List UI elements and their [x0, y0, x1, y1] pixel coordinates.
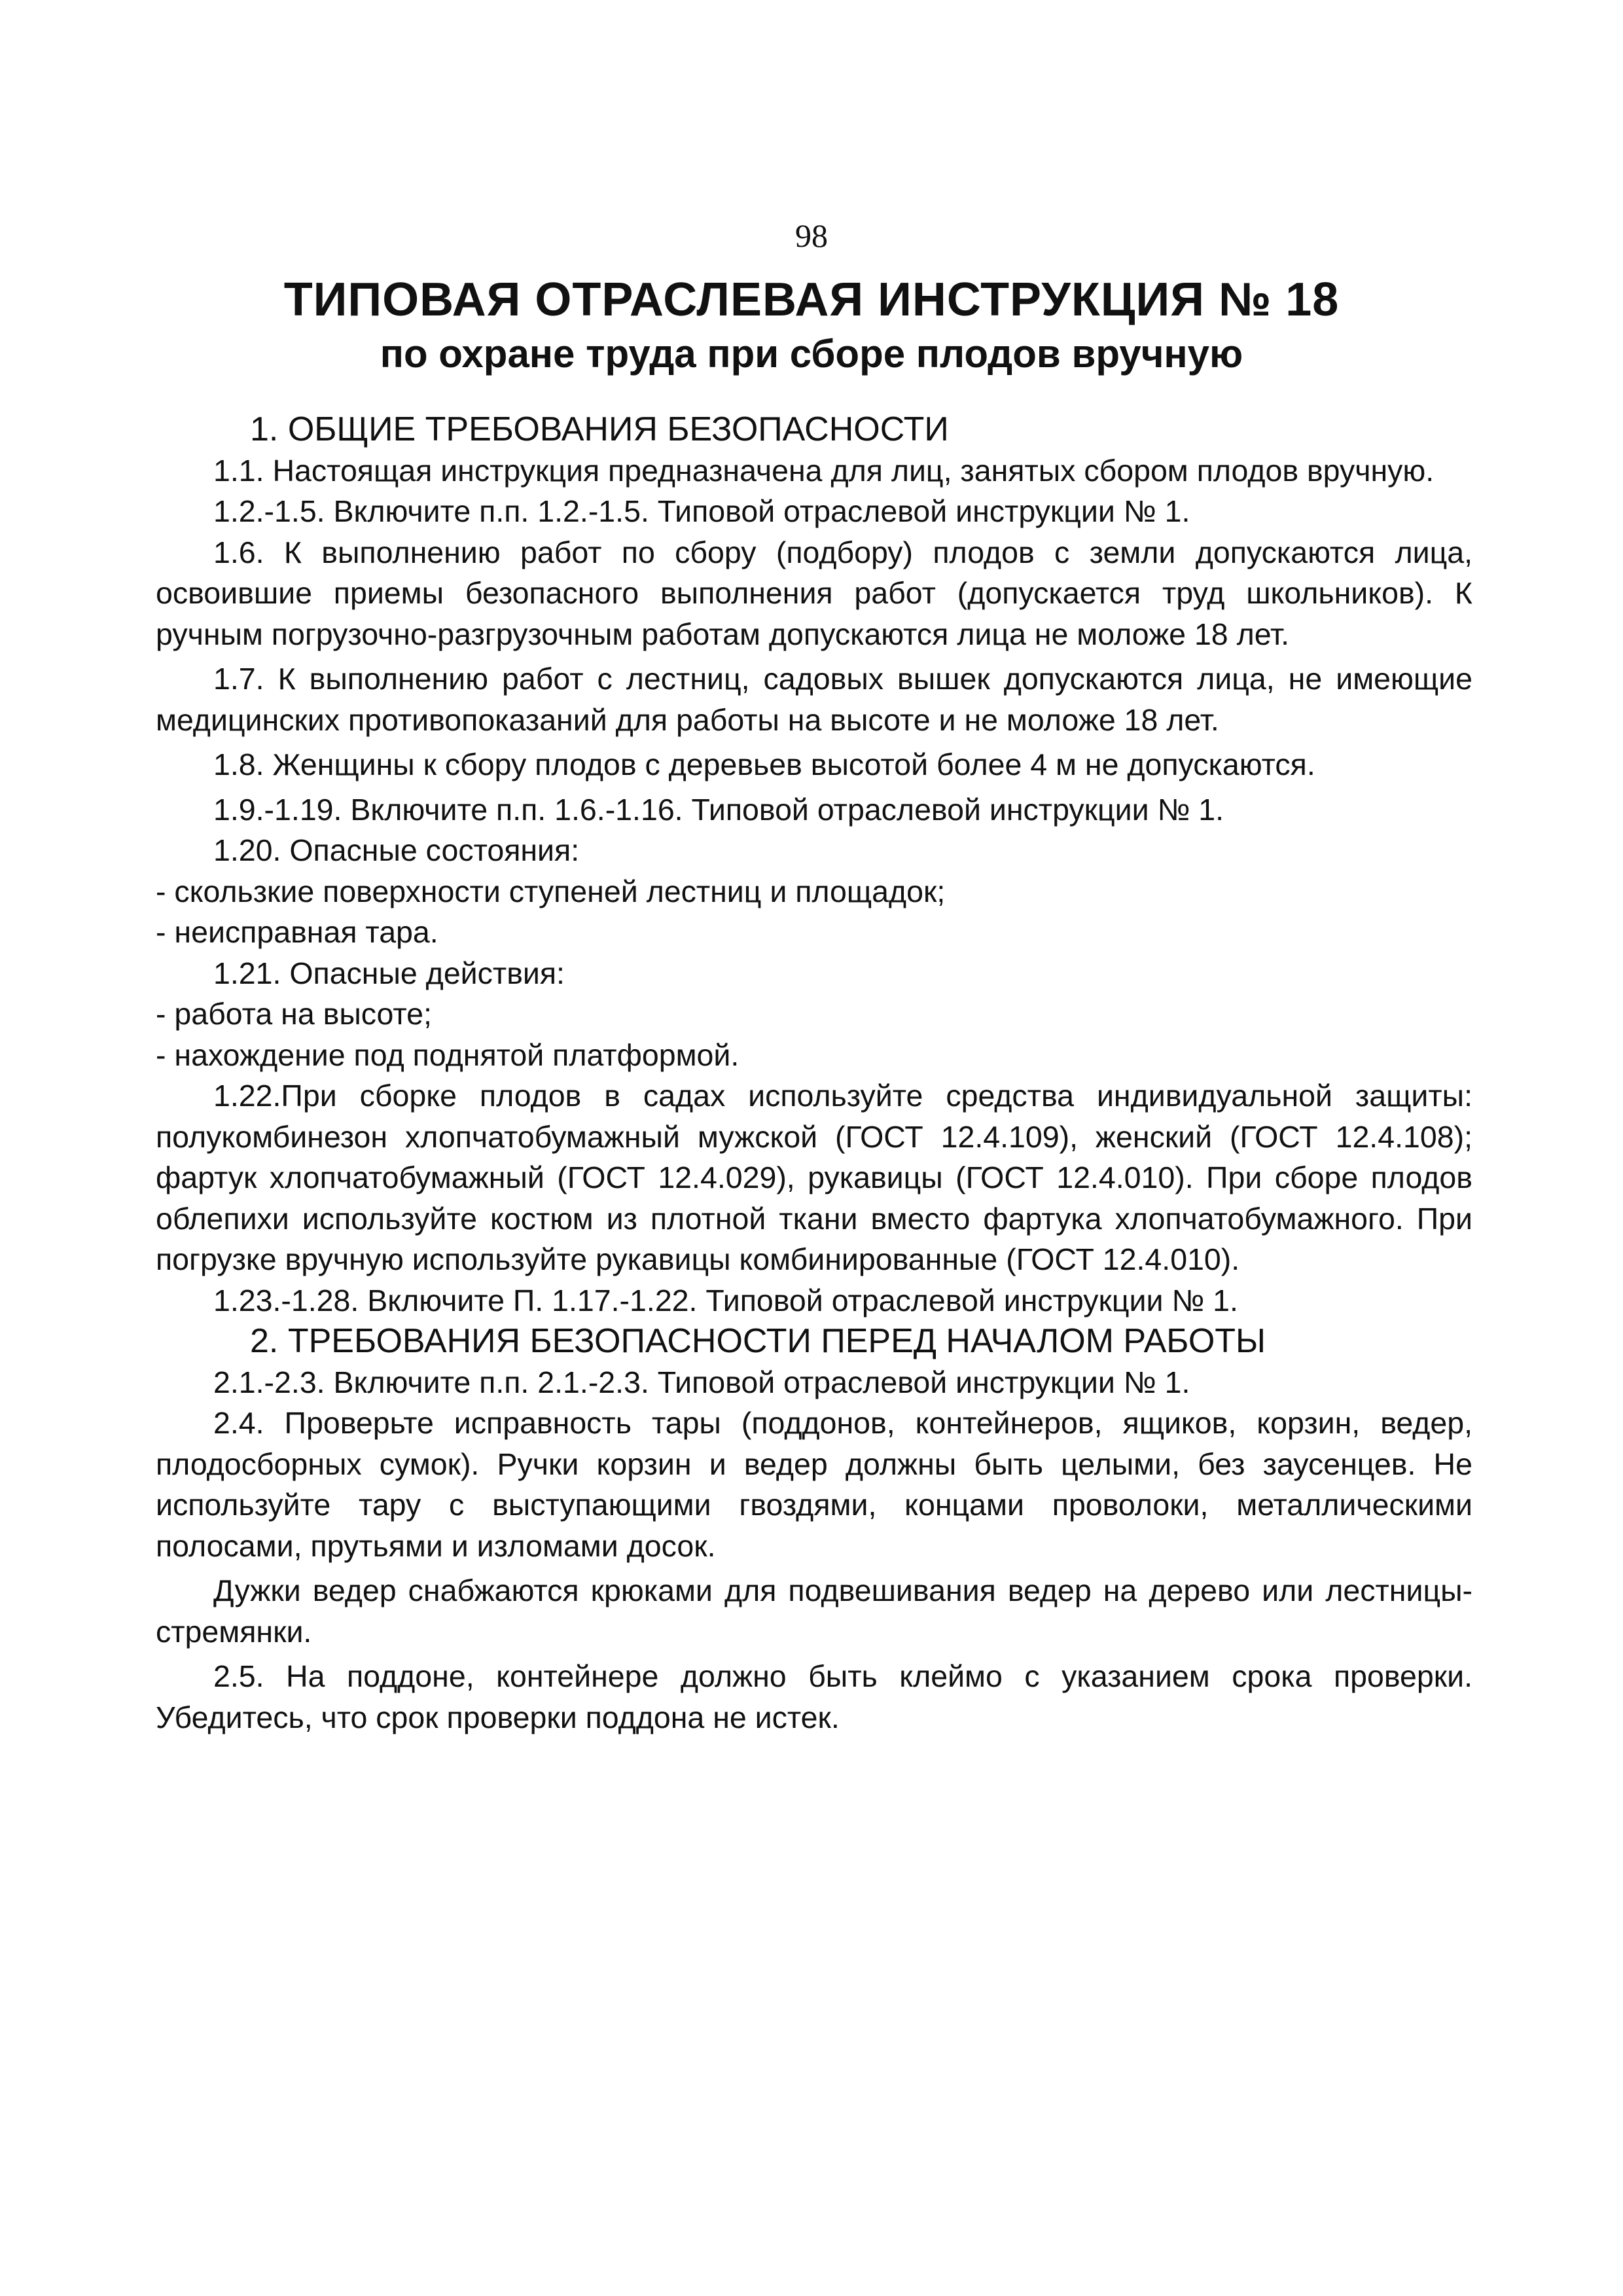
paragraph-1-2: 1.2.-1.5. Включите п.п. 1.2.-1.5. Типовой отраслевой инструкции № 1. — [213, 494, 1190, 528]
page-number: 98 — [795, 217, 828, 254]
paragraph-2-4-continued: Дужки ведер снабжаются крюками для подвешивания ведер на дерево или лестницы-стремянки. — [156, 1573, 1472, 1649]
list-item-hazard-state-1: - скользкие поверхности ступеней лестниц и площадок; — [156, 874, 946, 908]
document-body — [156, 409, 1472, 1738]
paragraph-1-7: 1.7. К выполнению работ с лестниц, садовых вышек допускаются лица, не имеющие медицинских противопоказаний для работы на высоте и не моложе 18 лет. — [156, 662, 1472, 737]
paragraph-2-4: 2.4. Проверьте исправность тары (поддонов, контейнеров, ящиков, корзин, ведер, плодосборных сумок). Ручки корзин и ведер должны быть целыми, без заусенцев. Не используйте тару с выступающими гвоздями, концами проволоки, металлическими полосами, прутьями и изломами досок. — [156, 1406, 1472, 1563]
list-item-hazard-action-1: - работа на высоте; — [156, 997, 432, 1031]
paragraph-2-5: 2.5. На поддоне, контейнере должно быть клеймо с указанием срока проверки. Убедитесь, что срок проверки поддона не истек. — [156, 1659, 1472, 1734]
list-item-hazard-state-2: - неисправная тара. — [156, 915, 438, 949]
document-title: ТИПОВАЯ ОТРАСЛЕВАЯ ИНСТРУКЦИЯ № 18 — [283, 274, 1340, 326]
document-subtitle: по охране труда при сборе плодов вручную — [380, 332, 1243, 376]
section-1-heading: 1. ОБЩИЕ ТРЕБОВАНИЯ БЕЗОПАСНОСТИ — [250, 410, 949, 448]
paragraph-1-20: 1.20. Опасные состояния: — [213, 833, 580, 867]
list-item-hazard-action-2: - нахождение под поднятой платформой. — [156, 1037, 740, 1072]
paragraph-1-9: 1.9.-1.19. Включите п.п. 1.6.-1.16. Типовой отраслевой инструкции № 1. — [213, 792, 1224, 827]
paragraph-1-6: 1.6. К выполнению работ по сбору (подбору) плодов с земли допускаются лица, освоившие приемы безопасного выполнения работ (допускается труд школьников). К ручным погрузочно-разгрузочным работам допускаются лица не моложе 18 лет. — [156, 535, 1472, 651]
paragraph-1-1: 1.1. Настоящая инструкция предназначена для лиц, занятых сбором плодов вручную. — [213, 453, 1435, 488]
paragraph-1-8: 1.8. Женщины к сбору плодов с деревьев высотой более 4 м не допускаются. — [213, 747, 1315, 781]
paragraph-2-1: 2.1.-2.3. Включите п.п. 2.1.-2.3. Типовой отраслевой инструкции № 1. — [213, 1365, 1190, 1399]
paragraph-1-22: 1.22.При сборке плодов в садах используйте средства индивидуальной защиты: полукомбинезон хлопчатобумажный мужской (ГОСТ 12.4.109), женский (ГОСТ 12.4.108); фартук хлопчатобумажный (ГОСТ 12.4.029), рукавицы (ГОСТ 12.4.010). При сборе плодов облепихи используйте костюм из плотной ткани вместо фартука хлопчатобумажного. При погрузке вручную используйте рукавицы комбинированные (ГОСТ 12.4.010). — [156, 1079, 1472, 1276]
paragraph-1-23: 1.23.-1.28. Включите П. 1.17.-1.22. Типовой отраслевой инструкции № 1. — [213, 1283, 1238, 1318]
paragraph-1-21: 1.21. Опасные действия: — [213, 956, 565, 990]
section-2-heading: 2. ТРЕБОВАНИЯ БЕЗОПАСНОСТИ ПЕРЕД НАЧАЛОМ РАБОТЫ — [250, 1322, 1266, 1360]
